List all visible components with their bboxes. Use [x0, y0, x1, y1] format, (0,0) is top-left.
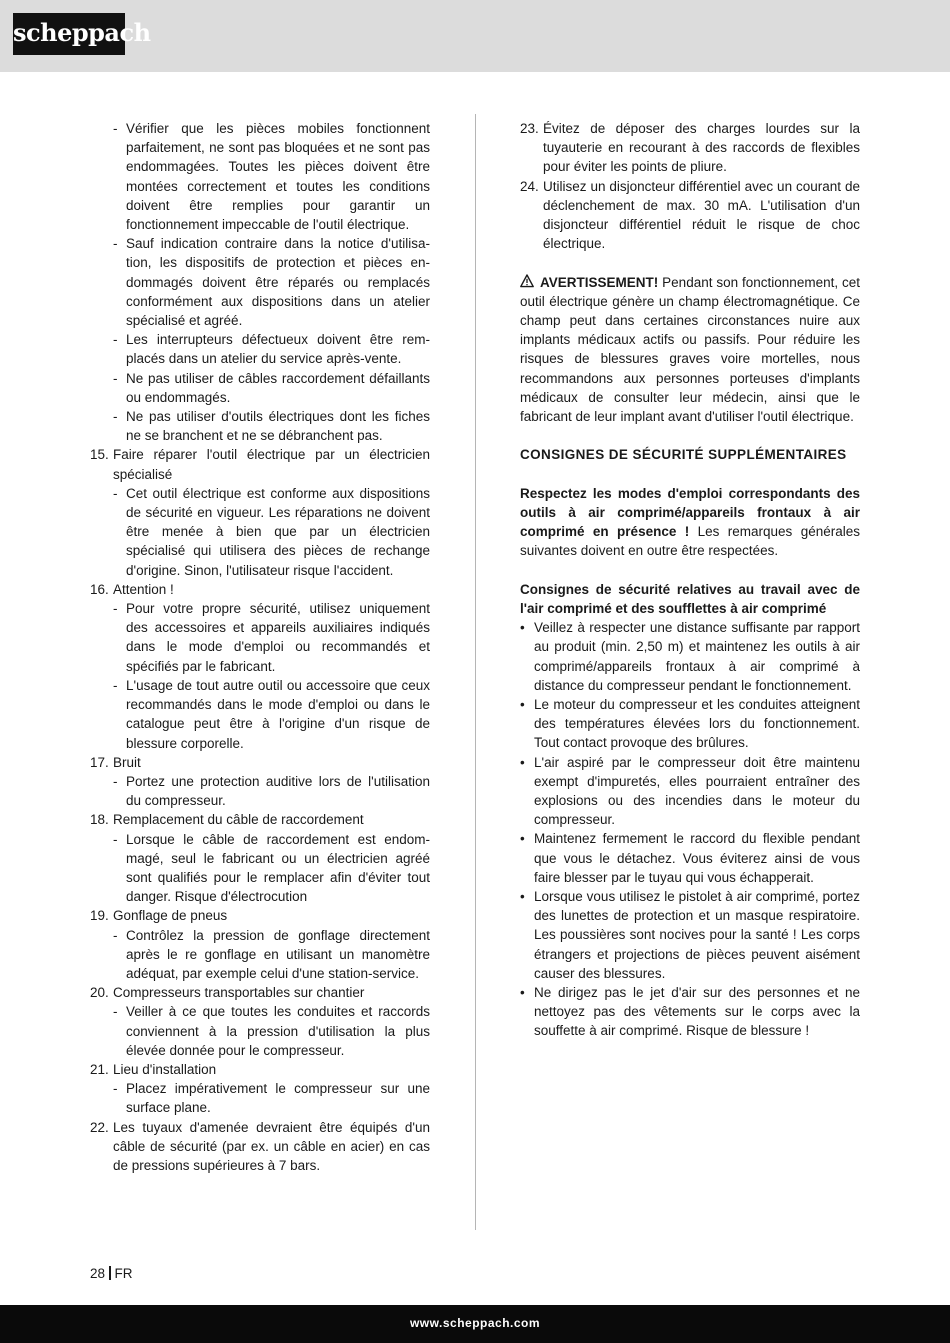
warning-label: AVERTISSEMENT!: [540, 274, 659, 290]
item-title: Faire réparer l'outil électrique par un électricien spécialisé: [113, 447, 430, 482]
dash-text: Ne pas utiliser de câbles raccordement défaillants ou endommagés.: [126, 370, 430, 405]
item-number: 21.: [90, 1061, 109, 1077]
bullet-text: Ne dirigez pas le jet d'air sur des personnes et ne nettoyez pas des vêtements sur le corps avec la souffette à air comprimé. Risque de blessure !: [534, 985, 860, 1039]
dash-item: [90, 830, 430, 907]
dash-item: [90, 772, 430, 810]
dash-marker: -: [113, 1004, 118, 1020]
warning-text: Pendant son fonctionnement, cet outil électrique génère un champ électromagnétique. Ce champ peut dans certaines circonstances nuire aux implants médicaux actifs ou passifs. Pour réduire les risques de blessures graves voire mortelles, nous recommandons aux personnes porteuses d'implants médicaux de consulter leur médecin, ainsi que le fabricant de leur implant avant d'utiliser l'outil électrique.: [520, 274, 860, 425]
dash-marker: -: [113, 332, 118, 348]
right-column: [520, 119, 860, 1041]
bullet-marker: •: [520, 620, 525, 636]
dash-text: Pour votre propre sécurité, utilisez uniquement des accessoires et appareils auxiliaires indiqués dans le mode d'emploi ou recommandés et spécifiés par le fabricant.: [126, 601, 430, 674]
bullet-item: [520, 983, 860, 1041]
subheading: Consignes de sécurité relatives au travail avec de l'air comprimé et des soufflettes à air comprimé: [520, 581, 860, 617]
dash-text: Lorsque le câble de raccordement est endommagé, seul le fabricant ou un électricien agréé sont qualifiés pour le remplacer afin d'éviter tout danger. Risque d'électrocution: [126, 831, 430, 905]
dash-item: [90, 599, 430, 676]
dash-item: [90, 407, 430, 445]
dash-item: [90, 676, 430, 753]
dash-marker: -: [113, 773, 118, 789]
dash-text: L'usage de tout autre outil ou accessoire que ceux recommandés dans le mode d'emploi ou dans le catalogue peut être à l'origine d'un risque de blessure corporelle.: [126, 677, 430, 751]
dash-text: Portez une protection auditive lors de l'utilisation du compresseur.: [126, 773, 430, 809]
dash-marker: -: [113, 121, 118, 136]
bullet-text: Le moteur du compresseur et les conduites atteignent des températures élevées lors du fonctionnement. Tout contact provoque des brûlures.: [534, 697, 860, 751]
item-text: Évitez de déposer des charges lourdes sur la tuyauterie en recourant à des raccords de flexibles pour éviter les points de pliure.: [543, 121, 860, 175]
footer-bar: [0, 1305, 950, 1343]
separator: [109, 1266, 111, 1280]
dash-marker: -: [113, 601, 118, 617]
warning-paragraph: [520, 273, 860, 427]
numbered-item: [90, 753, 430, 772]
dash-text: Les interrupteurs défectueux doivent être remplacés dans un atelier du service après-vente.: [126, 332, 430, 367]
dash-marker: -: [113, 1081, 118, 1097]
bullet-marker: •: [520, 985, 525, 1001]
item-title: Remplacement du câble de raccordement: [113, 812, 364, 828]
numbered-item: [520, 119, 860, 177]
item-number: 16.: [90, 581, 109, 597]
page-number: 28: [90, 1266, 106, 1281]
item-title: Attention !: [113, 581, 174, 597]
numbered-list: [90, 445, 430, 1175]
dash-text: Ne pas utiliser d'outils électriques dont les fiches ne se branchent et ne se débranchent pas.: [126, 409, 430, 444]
dash-marker: -: [113, 677, 118, 693]
bullet-item: [520, 887, 860, 983]
bullet-text: L'air aspiré par le compresseur doit être maintenu exempt d'impuretés, elles pourraient entraîner des explosions ou des incendies dans le moteur du compresseur.: [534, 754, 860, 828]
dash-item: [90, 119, 430, 234]
bullet-text: Veillez à respecter une distance suffisante par rapport au produit (min. 2,50 m) et maintenez les outils à air comprimé/appareils frontaux à air comprimé à distance du compresseur pendant le fonctionnement.: [534, 620, 860, 693]
numbered-item: [90, 983, 430, 1002]
language-code: FR: [114, 1266, 133, 1281]
item-number: 19.: [90, 908, 109, 924]
numbered-item: [520, 177, 860, 254]
bullet-marker: •: [520, 697, 525, 713]
brand-logo: scheppach: [13, 13, 125, 55]
numbered-item: [90, 1118, 430, 1176]
dash-text: Cet outil électrique est conforme aux dispositions de sécurité en vigueur. Les réparations ne doivent être menée à bien que par un électricien spécialisé qui utilisera des pièces de rechange d'origine. Sinon, l'utilisateur risque l'accident.: [126, 485, 430, 578]
dash-text: Vérifier que les pièces mobiles fonctionnent parfaitement, ne sont pas bloquées et ne sont pas endommagées. Toutes les pièces doivent être montées correctement et toutes les conditions doivent être remplies pour garantir un fonctionnement impeccable de l'outil électrique.: [126, 121, 430, 233]
dash-text: Contrôlez la pression de gonflage directement après le re gonflage en utilisant un manomètre adéquat, par exemple celui d'une station-service.: [126, 927, 430, 981]
item-number: 23.: [520, 121, 539, 136]
numbered-item: [90, 1060, 430, 1079]
dash-item: [90, 369, 430, 407]
dash-text: Sauf indication contraire dans la notice d'utilisation, les dispositifs de protection et pièces endommagés doivent être réparés ou remplacés conformément aux dispositions dans un atelier spécialisé et agréé.: [126, 236, 430, 329]
item-title: Bruit: [113, 754, 141, 770]
numbered-item: [90, 580, 430, 599]
item-number: 22.: [90, 1119, 109, 1135]
section-heading: CONSIGNES DE SÉCURITÉ SUPPLÉMENTAIRES: [520, 447, 847, 463]
item-title: Lieu d'installation: [113, 1061, 217, 1077]
dash-marker: -: [113, 831, 118, 847]
bullet-marker: •: [520, 889, 525, 905]
item-number: 17.: [90, 754, 109, 770]
numbered-item: [90, 810, 430, 829]
dash-text: Placez impérativement le compresseur sur une surface plane.: [126, 1081, 430, 1116]
left-column: [90, 119, 430, 1175]
item-number: 20.: [90, 985, 109, 1001]
bullet-list: [520, 618, 860, 1040]
dash-marker: -: [113, 409, 118, 425]
dash-item: [90, 1079, 430, 1117]
bullet-text: Maintenez fermement le raccord du flexible pendant que vous le détachez. Vous éviterez ainsi de vous faire blesser par le tuyau qui vous échapperait.: [534, 831, 860, 885]
page-footer-number: [90, 1265, 133, 1283]
dash-marker: -: [113, 927, 118, 943]
bullet-item: [520, 753, 860, 830]
dash-marker: -: [113, 485, 118, 501]
dash-marker: -: [113, 370, 118, 386]
item-number: 18.: [90, 812, 109, 828]
item-14-list: [90, 119, 430, 445]
item-number: 24.: [520, 178, 539, 194]
dash-item: [90, 330, 430, 368]
bullet-marker: •: [520, 754, 525, 770]
item-title: Gonflage de pneus: [113, 908, 228, 924]
dash-text: Veiller à ce que toutes les conduites et raccords conviennent à la pression d'utilisation la plus élevée donnée pour le compresseur.: [126, 1004, 430, 1058]
dash-item: [90, 234, 430, 330]
item-title: Compresseurs transportables sur chantier: [113, 985, 365, 1001]
item-title: Les tuyaux d'amenée devraient être équipés d'un câble de sécurité (par ex. un câble en acier) en cas de pressions supérieures à 7 bars.: [113, 1119, 430, 1173]
bullet-marker: •: [520, 831, 525, 847]
header-bar: [0, 0, 950, 72]
intro-bold: Respectez les modes d'emploi correspondants des outils à air comprimé/appareils frontaux à air comprimé en présence !: [520, 485, 860, 540]
numbered-item: [90, 445, 430, 483]
bullet-item: [520, 618, 860, 695]
item-number: 15.: [90, 447, 109, 463]
dash-item: [90, 484, 430, 580]
bullet-item: [520, 695, 860, 753]
bullet-item: [520, 829, 860, 887]
dash-item: [90, 926, 430, 984]
column-divider: [475, 114, 476, 1230]
numbered-item: [90, 906, 430, 925]
intro-text: Les remarques générales suivantes doivent en outre être respectées.: [520, 524, 860, 559]
website-link[interactable]: www.scheppach.com: [409, 1316, 541, 1330]
numbered-list-continued: [520, 119, 860, 253]
warning-triangle-icon: [520, 274, 534, 288]
dash-marker: -: [113, 236, 118, 252]
bullet-text: Lorsque vous utilisez le pistolet à air comprimé, portez des lunettes de protection et un masque respiratoire. Les poussières sont nocives pour la santé ! Les corps étrangers et projections de pièces peuvent aisément causer des blessures.: [534, 889, 860, 981]
item-text: Utilisez un disjoncteur différentiel avec un courant de déclenchement de max. 30 mA. L'utilisation d'un disjoncteur différentiel réduit le risque de choc électrique.: [543, 178, 860, 252]
intro-paragraph: [520, 484, 860, 561]
dash-item: [90, 1002, 430, 1060]
